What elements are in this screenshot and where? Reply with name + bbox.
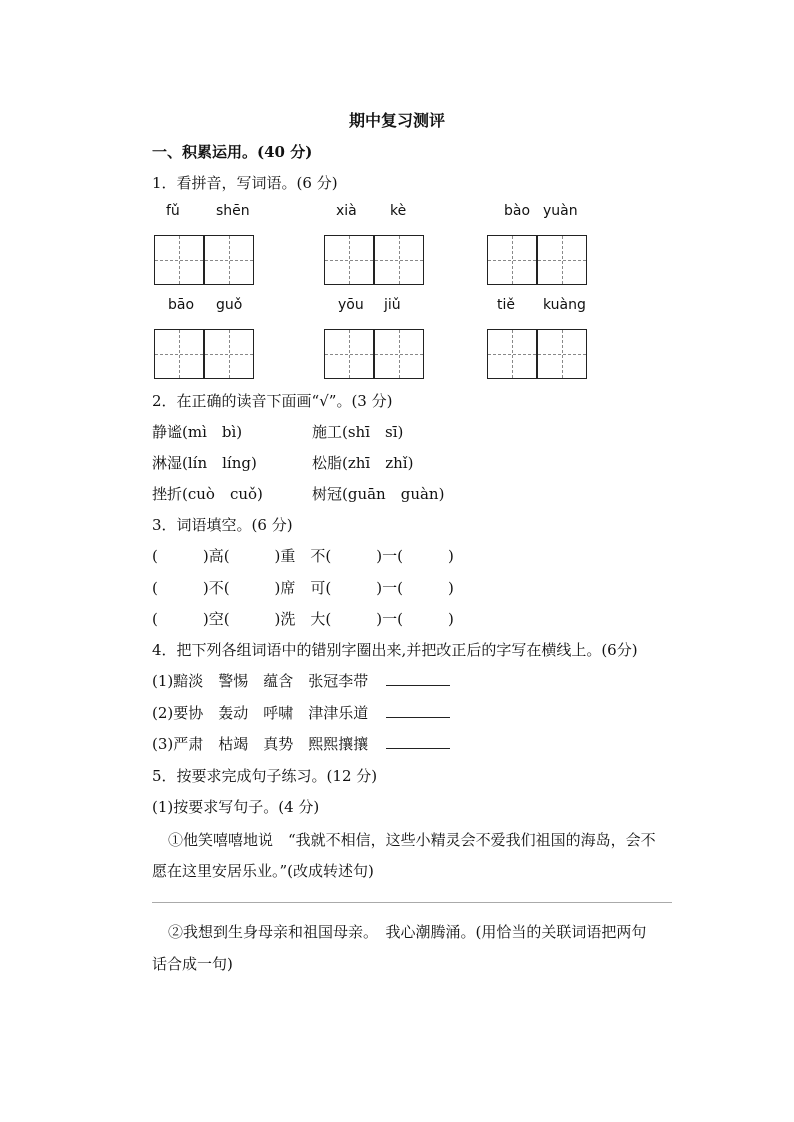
q5-sub1: (1)按要求写句子。(4 分) — [152, 798, 320, 816]
pinyin: yuàn — [543, 203, 578, 219]
writing-grid[interactable] — [487, 235, 587, 285]
section-1-heading: 一、积累运用。(40 分) — [152, 143, 313, 161]
pinyin: guǒ — [216, 297, 243, 313]
pinyin: shēn — [216, 203, 250, 219]
q4-row-text: (1)黯淡 警惕 蕴含 张冠李带 — [152, 672, 369, 690]
q2-item: 淋湿(lín líng) — [152, 454, 257, 472]
q5-item1-line2: 愿在这里安居乐业。”(改成转述句) — [152, 862, 374, 880]
q2-item: 施工(shī sī) — [312, 423, 404, 441]
writing-grid[interactable] — [324, 235, 424, 285]
q4-row — [152, 702, 450, 723]
q2-item: 树冠(guān guàn) — [312, 485, 445, 503]
q3-prompt: 3．词语填空。(6 分) — [152, 516, 293, 534]
q4-row — [152, 733, 450, 754]
pinyin: bào — [504, 203, 531, 219]
q3-row: ( )不( )席 可( )一( ) — [152, 579, 454, 597]
pinyin: jiǔ — [384, 297, 401, 313]
pinyin: yōu — [338, 297, 364, 313]
writing-grid[interactable] — [487, 329, 587, 379]
pinyin: fǔ — [166, 203, 180, 219]
answer-line[interactable] — [152, 902, 672, 903]
writing-grid[interactable] — [324, 329, 424, 379]
q5-prompt: 5．按要求完成句子练习。(12 分) — [152, 767, 378, 785]
page-title: 期中复习测评 — [348, 111, 445, 130]
q5-item2-line1: ②我想到生身母亲和祖国母亲。 我心潮腾涌。(用恰当的关联词语把两句 — [168, 923, 647, 941]
q4-prompt: 4．把下列各组词语中的错别字圈出来,并把改正后的字写在横线上。(6分) — [152, 641, 638, 659]
writing-grid[interactable] — [154, 235, 254, 285]
writing-grid[interactable] — [154, 329, 254, 379]
pinyin: kuàng — [543, 297, 586, 313]
q2-prompt: 2．在正确的读音下面画“√”。(3 分) — [152, 392, 393, 410]
q2-item: 静谧(mì bì) — [152, 423, 243, 441]
q5-item1-line1: ①他笑嘻嘻地说 “我就不相信，这些小精灵会不爱我们祖国的海岛，会不 — [168, 831, 656, 849]
answer-blank[interactable] — [386, 734, 450, 749]
q4-row-text: (3)严肃 枯竭 真势 熙熙攘攘 — [152, 735, 369, 753]
pinyin: bāo — [168, 297, 195, 313]
q2-item: 松脂(zhī zhǐ) — [312, 454, 414, 472]
answer-blank[interactable] — [386, 671, 450, 686]
q1-prompt: 1．看拼音，写词语。(6 分) — [152, 174, 338, 192]
pinyin: tiě — [497, 297, 515, 313]
answer-blank[interactable] — [386, 703, 450, 718]
q3-row: ( )空( )洗 大( )一( ) — [152, 610, 454, 628]
q4-row-text: (2)要协 轰动 呼啸 津津乐道 — [152, 704, 369, 722]
pinyin: kè — [390, 203, 407, 219]
pinyin: xià — [336, 203, 357, 219]
q4-row — [152, 670, 450, 691]
q2-item: 挫折(cuò cuǒ) — [152, 485, 263, 503]
q5-item2-line2: 话合成一句) — [152, 955, 233, 973]
q3-row: ( )高( )重 不( )一( ) — [152, 547, 454, 565]
